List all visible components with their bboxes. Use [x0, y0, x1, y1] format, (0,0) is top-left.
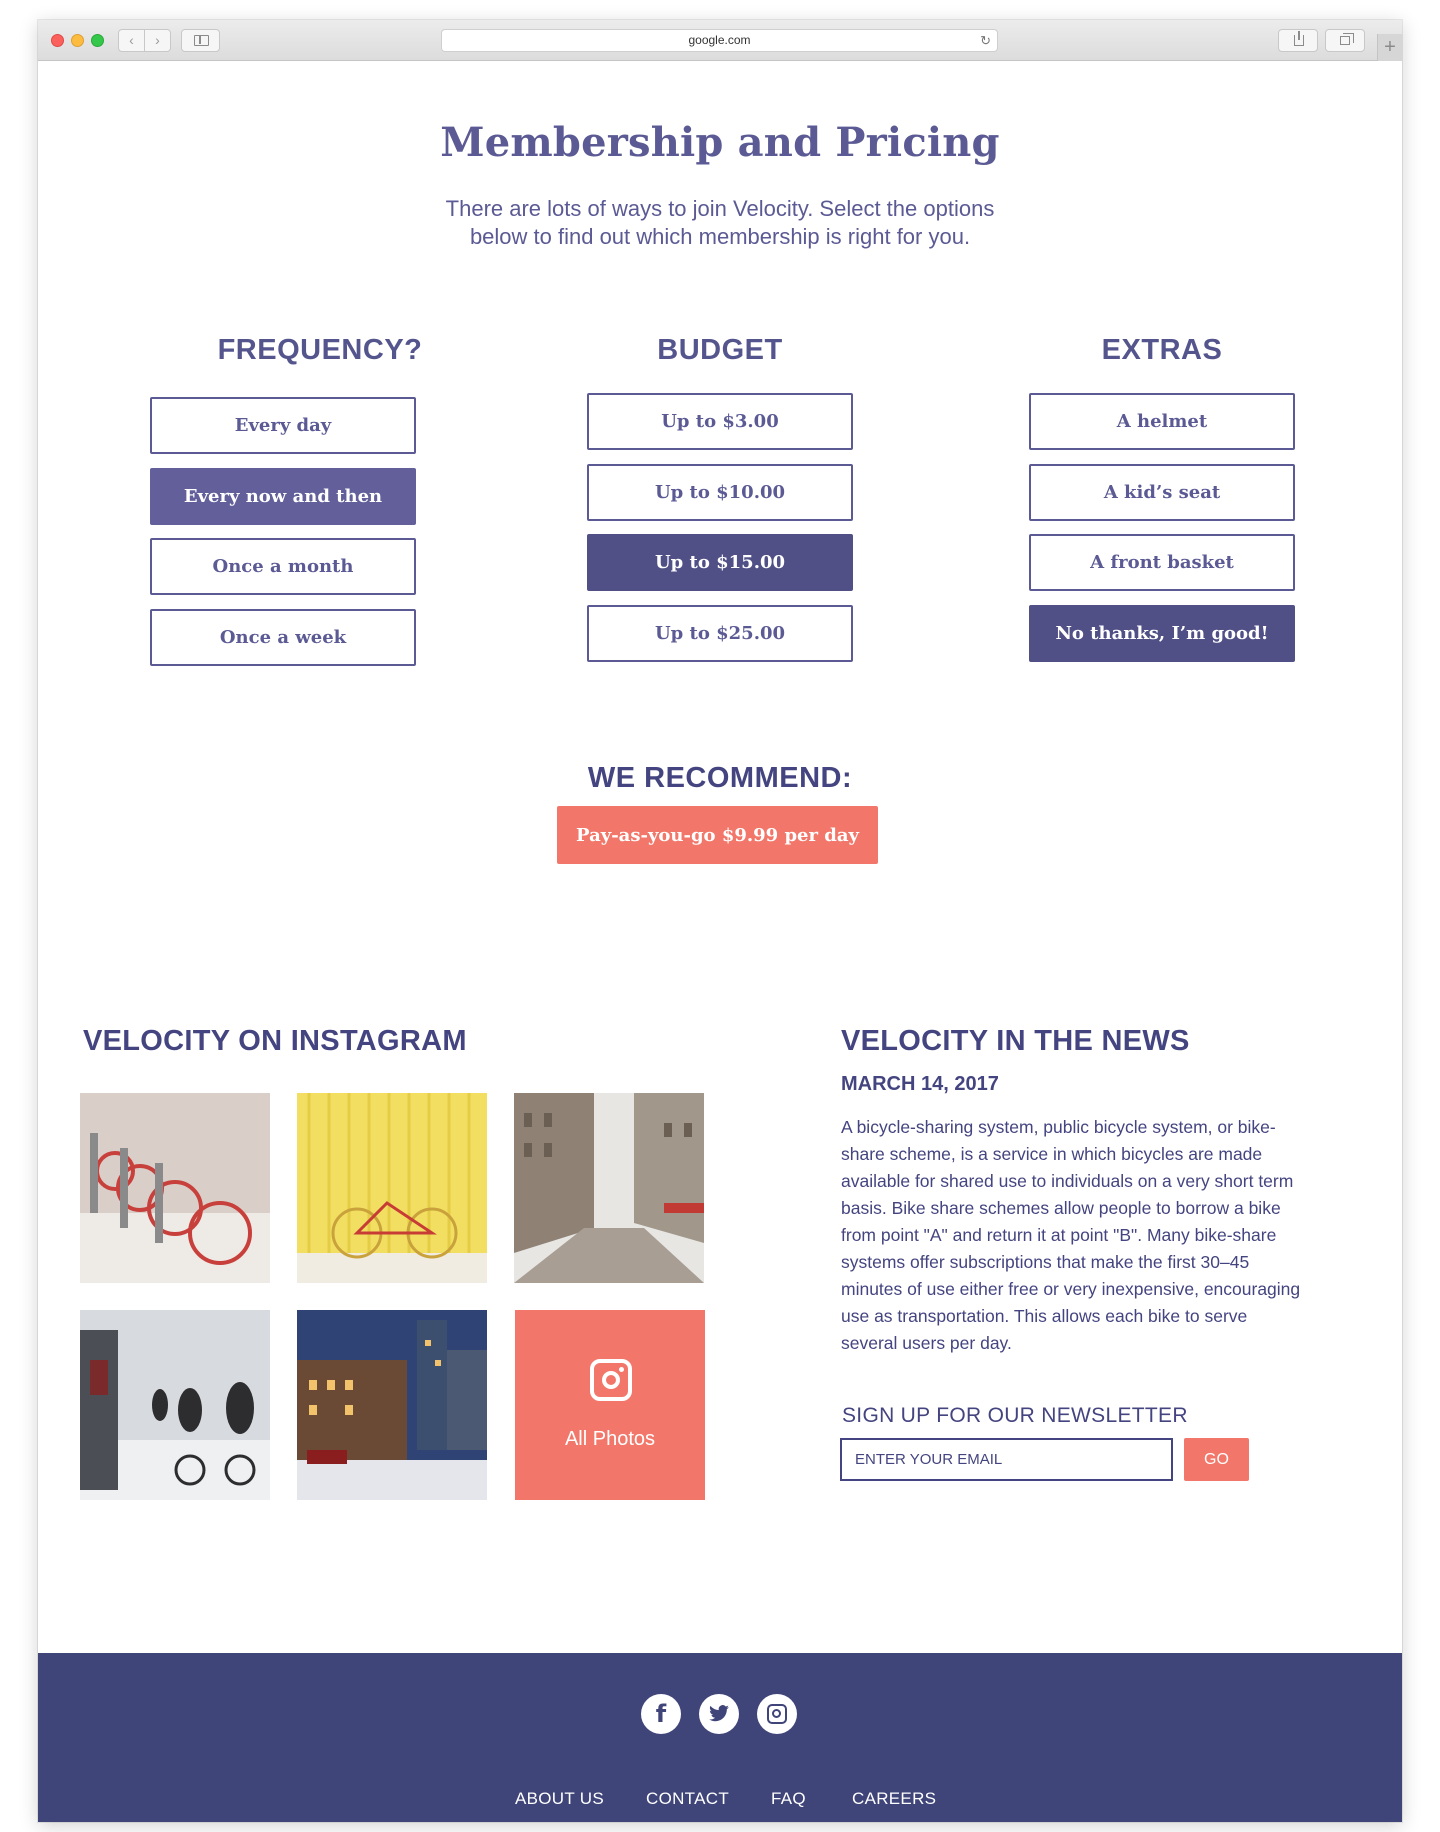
sidebar-toggle-button[interactable]: [181, 29, 220, 52]
browser-window: [38, 20, 1402, 1822]
address-bar[interactable]: [441, 29, 998, 52]
newsletter-label: SIGN UP FOR OUR NEWSLETTER: [842, 1404, 1188, 1427]
instagram-photo-street[interactable]: [514, 1093, 704, 1283]
budget-option-15[interactable]: Up to $15.00: [587, 534, 853, 591]
page-title: Membership and Pricing: [440, 119, 1000, 166]
instagram-photo-snow-cyclists[interactable]: [80, 1310, 270, 1500]
frequency-heading: FREQUENCY?: [217, 334, 423, 366]
chevron-right-icon: ›: [155, 32, 160, 48]
footer-link-about-us[interactable]: ABOUT US: [515, 1789, 604, 1808]
budget-option-25[interactable]: Up to $25.00: [587, 605, 853, 662]
browser-toolbar: [38, 20, 1402, 61]
url-text: google.com: [688, 33, 751, 47]
news-date: MARCH 14, 2017: [841, 1073, 999, 1095]
email-field[interactable]: [840, 1438, 1173, 1481]
share-icon: [1294, 35, 1304, 46]
facebook-icon[interactable]: f: [641, 1694, 681, 1734]
instagram-photo-bike-rack[interactable]: [80, 1093, 270, 1283]
footer-link-careers[interactable]: CAREERS: [852, 1789, 937, 1808]
budget-option-10[interactable]: Up to $10.00: [587, 464, 853, 521]
close-window-button[interactable]: [51, 34, 64, 47]
footer: [38, 1653, 1402, 1822]
page-subtitle: There are lots of ways to join Velocity. Select the options below to find out which membership is right for you.: [445, 196, 995, 249]
instagram-heading: VELOCITY ON INSTAGRAM: [83, 1025, 467, 1057]
news-article-body: A bicycle-sharing system, public bicycle system, or bike-share scheme, is a service in which bicycles are made available for shared use to individuals on a very short term basis. Bike share schemes allow people to borrow a bike from point "A" and return it at point "B". Many bike-share systems offer subscriptions that make the first 30–45 minutes of use either free or very inexpensive, encouraging use as transportation. This allows each bike to serve several users per day.: [841, 1117, 1301, 1353]
newsletter-go-button[interactable]: GO: [1184, 1438, 1249, 1481]
instagram-icon: [590, 1359, 632, 1401]
minimize-window-button[interactable]: [71, 34, 84, 47]
chevron-left-icon: ‹: [129, 32, 134, 48]
plus-icon: +: [1384, 36, 1396, 58]
extras-option-no-thanks[interactable]: No thanks, I’m good!: [1029, 605, 1295, 662]
recommended-plan-button[interactable]: Pay-as-you-go $9.99 per day: [557, 806, 878, 864]
extras-option-kids-seat[interactable]: A kid’s seat: [1029, 464, 1295, 521]
forward-button[interactable]: [144, 29, 171, 52]
instagram-footer-icon[interactable]: [757, 1694, 797, 1734]
all-photos-tile[interactable]: [515, 1310, 705, 1500]
share-button[interactable]: [1278, 29, 1318, 52]
news-heading: VELOCITY IN THE NEWS: [841, 1025, 1190, 1057]
frequency-option-every-day[interactable]: Every day: [150, 397, 416, 454]
frequency-option-once-a-month[interactable]: Once a month: [150, 538, 416, 595]
instagram-photo-yellow-wall[interactable]: [297, 1093, 487, 1283]
budget-heading: BUDGET: [657, 334, 783, 366]
sidebar-icon: [194, 35, 209, 46]
tabs-overview-button[interactable]: [1325, 29, 1365, 52]
extras-heading: EXTRAS: [1101, 334, 1223, 366]
extras-option-front-basket[interactable]: A front basket: [1029, 534, 1295, 591]
frequency-option-once-a-week[interactable]: Once a week: [150, 609, 416, 666]
instagram-photo-night-city[interactable]: [297, 1310, 487, 1500]
twitter-icon[interactable]: [699, 1694, 739, 1734]
frequency-option-every-now-and-then[interactable]: Every now and then: [150, 468, 416, 525]
budget-option-3[interactable]: Up to $3.00: [587, 393, 853, 450]
zoom-window-button[interactable]: [91, 34, 104, 47]
back-button[interactable]: [118, 29, 145, 52]
reload-icon[interactable]: ↻: [980, 33, 991, 48]
footer-link-faq[interactable]: FAQ: [771, 1789, 806, 1808]
footer-link-contact[interactable]: CONTACT: [646, 1789, 729, 1808]
tabs-icon: [1340, 36, 1350, 45]
all-photos-label: All Photos: [564, 1428, 656, 1450]
new-tab-button[interactable]: [1377, 34, 1402, 61]
page-content: [38, 61, 1402, 1822]
recommend-heading: WE RECOMMEND:: [587, 762, 853, 794]
extras-option-helmet[interactable]: A helmet: [1029, 393, 1295, 450]
